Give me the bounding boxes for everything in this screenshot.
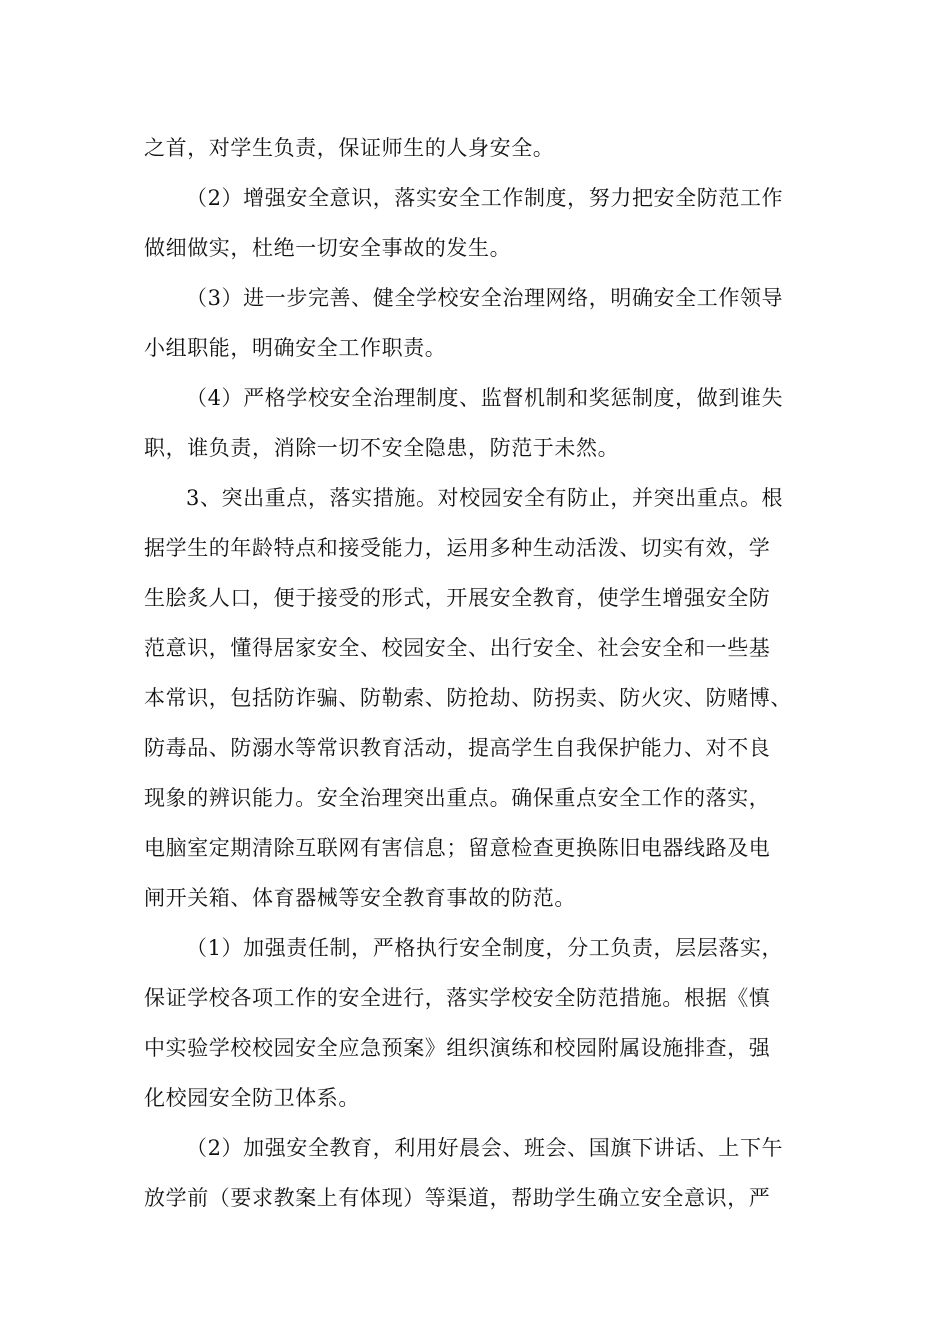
text-line: 小组职能，明确安全工作职责。 [144, 336, 447, 360]
text-line: 放学前（要求教案上有体现）等渠道，帮助学生确立安全意识，严 [144, 1186, 771, 1210]
text-line: 闸开关箱、体育器械等安全教育事故的防范。 [144, 886, 576, 910]
text-line: （2）增强安全意识，落实安全工作制度，努力把安全防范工作 [186, 186, 784, 210]
text-line: 保证学校各项工作的安全进行，落实学校安全防范措施。根据《慎 [144, 986, 771, 1010]
text-line: 本常识，包括防诈骗、防勒索、防抢劫、防拐卖、防火灾、防赌博、 [144, 686, 792, 710]
text-line: 据学生的年龄特点和接受能力，运用多种生动活泼、切实有效，学 [144, 536, 771, 560]
text-line: 3、突出重点，落实措施。对校园安全有防止，并突出重点。根 [186, 486, 784, 510]
text-line: （1）加强责任制，严格执行安全制度，分工负责，层层落实， [186, 936, 784, 960]
text-line: （3）进一步完善、健全学校安全治理网络，明确安全工作领导 [186, 286, 784, 310]
text-line: （4）严格学校安全治理制度、监督机制和奖惩制度，做到谁失 [186, 386, 784, 410]
text-line: 之首，对学生负责，保证师生的人身安全。 [144, 136, 555, 160]
text-line: 现象的辨识能力。安全治理突出重点。确保重点安全工作的落实， [144, 786, 771, 810]
text-line: 电脑室定期清除互联网有害信息；留意检查更换陈旧电器线路及电 [144, 836, 771, 860]
text-line: （2）加强安全教育，利用好晨会、班会、国旗下讲话、上下午 [186, 1136, 784, 1160]
text-line: 范意识，懂得居家安全、校园安全、出行安全、社会安全和一些基 [144, 636, 771, 660]
text-line: 生脍炙人口，便于接受的形式，开展安全教育，使学生增强安全防 [144, 586, 771, 610]
text-line: 化校园安全防卫体系。 [144, 1086, 360, 1110]
text-line: 做细做实，杜绝一切安全事故的发生。 [144, 236, 512, 260]
text-line: 防毒品、防溺水等常识教育活动，提高学生自我保护能力、对不良 [144, 736, 771, 760]
text-line: 中实验学校校园安全应急预案》组织演练和校园附属设施排查，强 [144, 1036, 771, 1060]
text-line: 职，谁负责，消除一切不安全隐患，防范于未然。 [144, 436, 620, 460]
